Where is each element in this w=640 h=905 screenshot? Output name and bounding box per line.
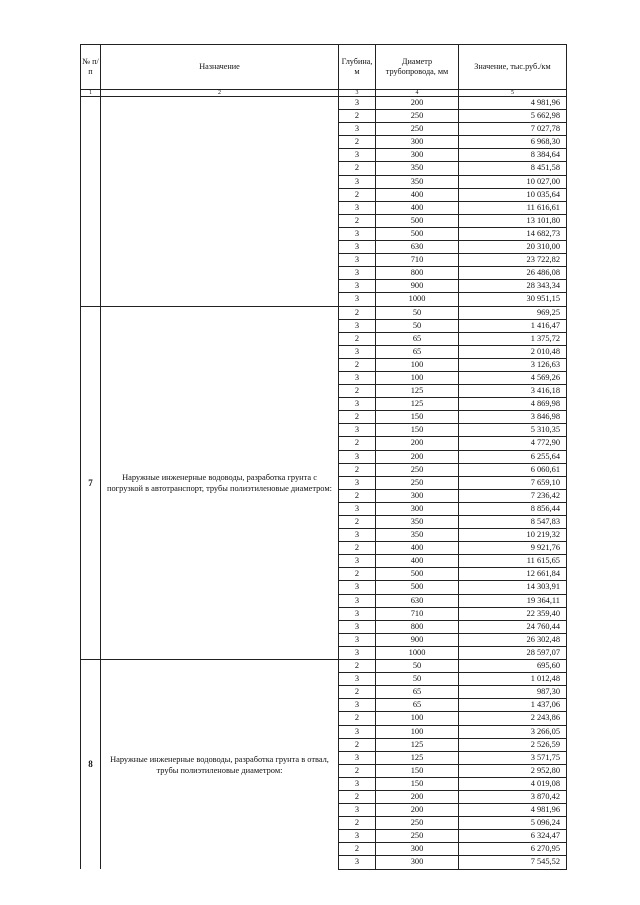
depth-cell: 3 bbox=[339, 319, 376, 332]
diameter-cell: 200 bbox=[376, 97, 459, 110]
value-cell: 4 569,26 bbox=[459, 371, 567, 384]
diameter-cell: 300 bbox=[376, 843, 459, 856]
diameter-cell: 350 bbox=[376, 516, 459, 529]
depth-cell: 3 bbox=[339, 280, 376, 293]
value-cell: 10 035,64 bbox=[459, 188, 567, 201]
table-body bbox=[81, 97, 567, 870]
item-description bbox=[101, 97, 339, 307]
value-cell: 2 952,80 bbox=[459, 764, 567, 777]
value-cell: 6 270,95 bbox=[459, 843, 567, 856]
diameter-cell: 400 bbox=[376, 542, 459, 555]
diameter-cell: 500 bbox=[376, 568, 459, 581]
table-row bbox=[81, 660, 567, 673]
depth-cell: 3 bbox=[339, 424, 376, 437]
value-cell: 2 526,59 bbox=[459, 738, 567, 751]
depth-cell: 3 bbox=[339, 267, 376, 280]
diameter-cell: 250 bbox=[376, 476, 459, 489]
diameter-cell: 50 bbox=[376, 660, 459, 673]
value-cell: 5 662,98 bbox=[459, 110, 567, 123]
diameter-cell: 150 bbox=[376, 764, 459, 777]
diameter-cell: 1000 bbox=[376, 293, 459, 306]
diameter-cell: 800 bbox=[376, 267, 459, 280]
price-table bbox=[80, 44, 567, 870]
diameter-cell: 65 bbox=[376, 345, 459, 358]
table-row bbox=[81, 97, 567, 110]
depth-cell: 3 bbox=[339, 529, 376, 542]
diameter-cell: 900 bbox=[376, 633, 459, 646]
value-cell: 1 437,06 bbox=[459, 699, 567, 712]
depth-cell: 3 bbox=[339, 97, 376, 110]
value-cell: 7 659,10 bbox=[459, 476, 567, 489]
depth-cell: 2 bbox=[339, 110, 376, 123]
depth-cell: 2 bbox=[339, 385, 376, 398]
column-number: 5 bbox=[459, 90, 567, 97]
value-cell: 8 451,58 bbox=[459, 162, 567, 175]
header-number: № п/п bbox=[81, 45, 101, 90]
diameter-cell: 50 bbox=[376, 673, 459, 686]
depth-cell: 3 bbox=[339, 149, 376, 162]
depth-cell: 3 bbox=[339, 555, 376, 568]
diameter-cell: 200 bbox=[376, 437, 459, 450]
diameter-cell: 350 bbox=[376, 162, 459, 175]
value-cell: 7 236,42 bbox=[459, 489, 567, 502]
value-cell: 1 416,47 bbox=[459, 319, 567, 332]
value-cell: 969,25 bbox=[459, 306, 567, 319]
diameter-cell: 710 bbox=[376, 254, 459, 267]
diameter-cell: 800 bbox=[376, 620, 459, 633]
value-cell: 4 772,90 bbox=[459, 437, 567, 450]
value-cell: 7 027,78 bbox=[459, 123, 567, 136]
diameter-cell: 250 bbox=[376, 463, 459, 476]
depth-cell: 2 bbox=[339, 136, 376, 149]
depth-cell: 3 bbox=[339, 175, 376, 188]
value-cell: 23 722,82 bbox=[459, 254, 567, 267]
depth-cell: 2 bbox=[339, 686, 376, 699]
value-cell: 30 951,15 bbox=[459, 293, 567, 306]
diameter-cell: 65 bbox=[376, 699, 459, 712]
diameter-cell: 350 bbox=[376, 529, 459, 542]
value-cell: 14 303,91 bbox=[459, 581, 567, 594]
value-cell: 10 027,00 bbox=[459, 175, 567, 188]
value-cell: 1 012,48 bbox=[459, 673, 567, 686]
value-cell: 1 375,72 bbox=[459, 332, 567, 345]
diameter-cell: 200 bbox=[376, 804, 459, 817]
diameter-cell: 300 bbox=[376, 136, 459, 149]
depth-cell: 2 bbox=[339, 843, 376, 856]
value-cell: 26 486,08 bbox=[459, 267, 567, 280]
item-description: Наружные инженерные водоводы, разработка грунта с погрузкой в автотранспорт, трубы полиэтиленовые диаметром: bbox=[101, 306, 339, 660]
depth-cell: 3 bbox=[339, 633, 376, 646]
depth-cell: 3 bbox=[339, 476, 376, 489]
depth-cell: 3 bbox=[339, 856, 376, 869]
depth-cell: 2 bbox=[339, 516, 376, 529]
diameter-cell: 50 bbox=[376, 319, 459, 332]
depth-cell: 3 bbox=[339, 594, 376, 607]
value-cell: 3 416,18 bbox=[459, 385, 567, 398]
diameter-cell: 300 bbox=[376, 502, 459, 515]
depth-cell: 3 bbox=[339, 607, 376, 620]
depth-cell: 2 bbox=[339, 463, 376, 476]
column-number: 2 bbox=[101, 90, 339, 97]
depth-cell: 2 bbox=[339, 542, 376, 555]
value-cell: 8 384,64 bbox=[459, 149, 567, 162]
depth-cell: 3 bbox=[339, 241, 376, 254]
depth-cell: 2 bbox=[339, 660, 376, 673]
depth-cell: 2 bbox=[339, 790, 376, 803]
value-cell: 20 310,00 bbox=[459, 241, 567, 254]
value-cell: 12 661,84 bbox=[459, 568, 567, 581]
value-cell: 19 364,11 bbox=[459, 594, 567, 607]
value-cell: 3 571,75 bbox=[459, 751, 567, 764]
depth-cell: 3 bbox=[339, 673, 376, 686]
document-sheet bbox=[80, 44, 566, 870]
diameter-cell: 250 bbox=[376, 817, 459, 830]
value-cell: 5 310,35 bbox=[459, 424, 567, 437]
depth-cell: 3 bbox=[339, 293, 376, 306]
diameter-cell: 100 bbox=[376, 712, 459, 725]
value-cell: 4 981,96 bbox=[459, 804, 567, 817]
depth-cell: 2 bbox=[339, 214, 376, 227]
depth-cell: 2 bbox=[339, 817, 376, 830]
value-cell: 8 547,83 bbox=[459, 516, 567, 529]
value-cell: 3 846,98 bbox=[459, 411, 567, 424]
column-number-row bbox=[81, 90, 567, 97]
diameter-cell: 250 bbox=[376, 110, 459, 123]
diameter-cell: 710 bbox=[376, 607, 459, 620]
diameter-cell: 125 bbox=[376, 398, 459, 411]
depth-cell: 3 bbox=[339, 398, 376, 411]
depth-cell: 3 bbox=[339, 371, 376, 384]
depth-cell: 3 bbox=[339, 699, 376, 712]
depth-cell: 3 bbox=[339, 345, 376, 358]
value-cell: 4 869,98 bbox=[459, 398, 567, 411]
value-cell: 28 597,07 bbox=[459, 646, 567, 659]
column-number: 1 bbox=[81, 90, 101, 97]
item-description: Наружные инженерные водоводы, разработка грунта в отвал, трубы полиэтиленовые диаметром: bbox=[101, 660, 339, 870]
depth-cell: 3 bbox=[339, 254, 376, 267]
depth-cell: 3 bbox=[339, 804, 376, 817]
value-cell: 14 682,73 bbox=[459, 227, 567, 240]
value-cell: 5 096,24 bbox=[459, 817, 567, 830]
diameter-cell: 500 bbox=[376, 581, 459, 594]
value-cell: 4 981,96 bbox=[459, 97, 567, 110]
header-row bbox=[81, 45, 567, 90]
diameter-cell: 500 bbox=[376, 214, 459, 227]
diameter-cell: 400 bbox=[376, 201, 459, 214]
diameter-cell: 100 bbox=[376, 358, 459, 371]
item-number: 8 bbox=[81, 660, 101, 870]
diameter-cell: 1000 bbox=[376, 646, 459, 659]
header-value: Значение, тыс.руб./км bbox=[459, 45, 567, 90]
value-cell: 4 019,08 bbox=[459, 777, 567, 790]
depth-cell: 3 bbox=[339, 725, 376, 738]
depth-cell: 3 bbox=[339, 646, 376, 659]
value-cell: 6 324,47 bbox=[459, 830, 567, 843]
value-cell: 26 302,48 bbox=[459, 633, 567, 646]
diameter-cell: 400 bbox=[376, 555, 459, 568]
depth-cell: 2 bbox=[339, 489, 376, 502]
depth-cell: 3 bbox=[339, 502, 376, 515]
diameter-cell: 300 bbox=[376, 856, 459, 869]
header-purpose: Назначение bbox=[101, 45, 339, 90]
value-cell: 28 343,34 bbox=[459, 280, 567, 293]
diameter-cell: 200 bbox=[376, 450, 459, 463]
diameter-cell: 300 bbox=[376, 489, 459, 502]
diameter-cell: 125 bbox=[376, 751, 459, 764]
value-cell: 8 856,44 bbox=[459, 502, 567, 515]
value-cell: 2 243,86 bbox=[459, 712, 567, 725]
value-cell: 3 870,42 bbox=[459, 790, 567, 803]
value-cell: 9 921,76 bbox=[459, 542, 567, 555]
depth-cell: 3 bbox=[339, 830, 376, 843]
depth-cell: 2 bbox=[339, 764, 376, 777]
diameter-cell: 400 bbox=[376, 188, 459, 201]
item-number: 7 bbox=[81, 306, 101, 660]
diameter-cell: 500 bbox=[376, 227, 459, 240]
depth-cell: 2 bbox=[339, 437, 376, 450]
depth-cell: 3 bbox=[339, 777, 376, 790]
diameter-cell: 150 bbox=[376, 424, 459, 437]
value-cell: 7 545,52 bbox=[459, 856, 567, 869]
diameter-cell: 100 bbox=[376, 725, 459, 738]
diameter-cell: 100 bbox=[376, 371, 459, 384]
value-cell: 11 616,61 bbox=[459, 201, 567, 214]
depth-cell: 3 bbox=[339, 581, 376, 594]
table-row bbox=[81, 306, 567, 319]
depth-cell: 2 bbox=[339, 712, 376, 725]
value-cell: 2 010,48 bbox=[459, 345, 567, 358]
depth-cell: 3 bbox=[339, 123, 376, 136]
value-cell: 695,60 bbox=[459, 660, 567, 673]
diameter-cell: 250 bbox=[376, 830, 459, 843]
value-cell: 22 359,40 bbox=[459, 607, 567, 620]
diameter-cell: 125 bbox=[376, 385, 459, 398]
value-cell: 6 968,30 bbox=[459, 136, 567, 149]
diameter-cell: 900 bbox=[376, 280, 459, 293]
value-cell: 3 126,63 bbox=[459, 358, 567, 371]
diameter-cell: 65 bbox=[376, 332, 459, 345]
item-number bbox=[81, 97, 101, 307]
depth-cell: 2 bbox=[339, 306, 376, 319]
depth-cell: 3 bbox=[339, 751, 376, 764]
diameter-cell: 150 bbox=[376, 777, 459, 790]
diameter-cell: 200 bbox=[376, 790, 459, 803]
column-number: 4 bbox=[376, 90, 459, 97]
value-cell: 13 101,80 bbox=[459, 214, 567, 227]
diameter-cell: 630 bbox=[376, 594, 459, 607]
value-cell: 24 760,44 bbox=[459, 620, 567, 633]
depth-cell: 2 bbox=[339, 358, 376, 371]
depth-cell: 3 bbox=[339, 450, 376, 463]
depth-cell: 2 bbox=[339, 332, 376, 345]
depth-cell: 2 bbox=[339, 411, 376, 424]
value-cell: 11 615,65 bbox=[459, 555, 567, 568]
diameter-cell: 630 bbox=[376, 241, 459, 254]
value-cell: 6 255,64 bbox=[459, 450, 567, 463]
diameter-cell: 350 bbox=[376, 175, 459, 188]
value-cell: 6 060,61 bbox=[459, 463, 567, 476]
value-cell: 3 266,05 bbox=[459, 725, 567, 738]
value-cell: 10 219,32 bbox=[459, 529, 567, 542]
header-depth: Глубина, м bbox=[339, 45, 376, 90]
diameter-cell: 250 bbox=[376, 123, 459, 136]
depth-cell: 2 bbox=[339, 568, 376, 581]
depth-cell: 3 bbox=[339, 201, 376, 214]
diameter-cell: 125 bbox=[376, 738, 459, 751]
value-cell: 987,30 bbox=[459, 686, 567, 699]
column-number: 3 bbox=[339, 90, 376, 97]
header-diameter: Диаметр трубопровода, мм bbox=[376, 45, 459, 90]
depth-cell: 3 bbox=[339, 620, 376, 633]
diameter-cell: 65 bbox=[376, 686, 459, 699]
depth-cell: 2 bbox=[339, 162, 376, 175]
diameter-cell: 300 bbox=[376, 149, 459, 162]
depth-cell: 2 bbox=[339, 188, 376, 201]
diameter-cell: 150 bbox=[376, 411, 459, 424]
diameter-cell: 50 bbox=[376, 306, 459, 319]
depth-cell: 3 bbox=[339, 227, 376, 240]
depth-cell: 2 bbox=[339, 738, 376, 751]
